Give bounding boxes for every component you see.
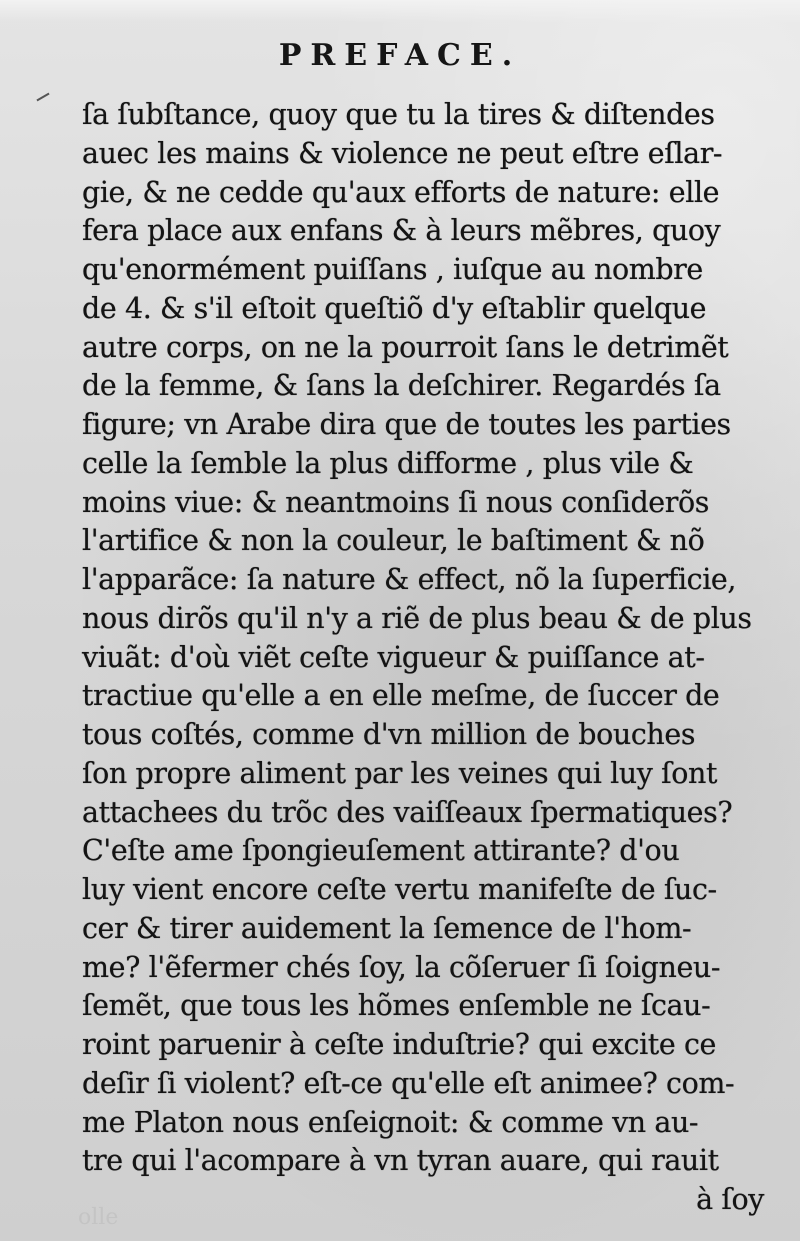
text-line: auec les mains & violence ne peut eſtre eſlar- (82, 136, 723, 170)
text-line: de 4. & s'il eſtoit queſtiõ d'y eſtablir quelque (82, 291, 707, 325)
text-line: celle la ſemble la plus difforme , plus vile & (82, 446, 694, 480)
text-line: roint paruenir à ceſte induſtrie? qui excite ce (82, 1028, 717, 1061)
body-text (82, 96, 782, 1220)
margin-mark (36, 93, 49, 102)
text-line: qu'enormément puiſſans , iuſque au nombre (82, 253, 703, 286)
text-line: moins viue: & neantmoins ſi nous conſiderõs (82, 485, 709, 519)
catchword: à ſoy (696, 1183, 764, 1216)
text-line: attachees du trõc des vaiſſeaux ſpermatiques? (82, 795, 733, 829)
text-line: C'eſte ame ſpongieuſement attirante? d'ou (82, 834, 680, 868)
text-line: figure; vn Arabe dira que de toutes les parties (82, 408, 731, 441)
text-line: de la femme, & ſans la deſchirer. Regardés ſa (82, 369, 721, 403)
text-line: ſon propre aliment par les veines qui luy ſont (82, 756, 718, 790)
text-line: me Platon nous enſeignoit: & comme vn au- (82, 1105, 699, 1139)
running-head: PREFACE. (278, 38, 522, 73)
text-line: l'artifice & non la couleur, le baſtiment & nõ (82, 524, 705, 558)
text-line: viuãt: d'où viẽt ceſte vigueur & puiſſance at- (82, 640, 705, 674)
text-line: tous coſtés, comme d'vn million de bouches (82, 718, 696, 751)
text-line: nous dirõs qu'il n'y a riẽ de plus beau & de plus (82, 601, 752, 635)
text-line: ſemẽt, que tous les hõmes enſemble ne ſcau- (82, 989, 711, 1023)
show-through-text: olle (78, 1205, 119, 1230)
text-line: me? l'ẽfermer chés ſoy, la cõſeruer ſi ſoigneu- (82, 950, 721, 984)
text-line: tre qui l'acompare à vn tyran auare, qui rauit (82, 1144, 719, 1178)
text-line: fera place aux enfans & à leurs mẽbres, quoy (82, 214, 721, 248)
text-line: luy vient encore ceſte vertu manifeſte de ſuc- (82, 873, 717, 906)
text-line: deſir ſi violent? eſt-ce qu'elle eſt animee? com- (82, 1066, 735, 1100)
text-line: autre corps, on ne la pourroit ſans le detrimẽt (82, 330, 729, 364)
page-top-edge (0, 0, 800, 22)
text-line: gie, & ne cedde qu'aux efforts de nature: elle (82, 175, 720, 209)
text-line: l'apparãce: ſa nature & effect, nõ la ſuperficie, (82, 563, 737, 596)
text-line: tractiue qu'elle a en elle meſme, de ſuccer de (82, 679, 720, 713)
text-line: cer & tirer auidement la ſemence de l'hom- (82, 911, 692, 945)
text-line: ſa ſubſtance, quoy que tu la tires & diſtendes (82, 98, 715, 131)
